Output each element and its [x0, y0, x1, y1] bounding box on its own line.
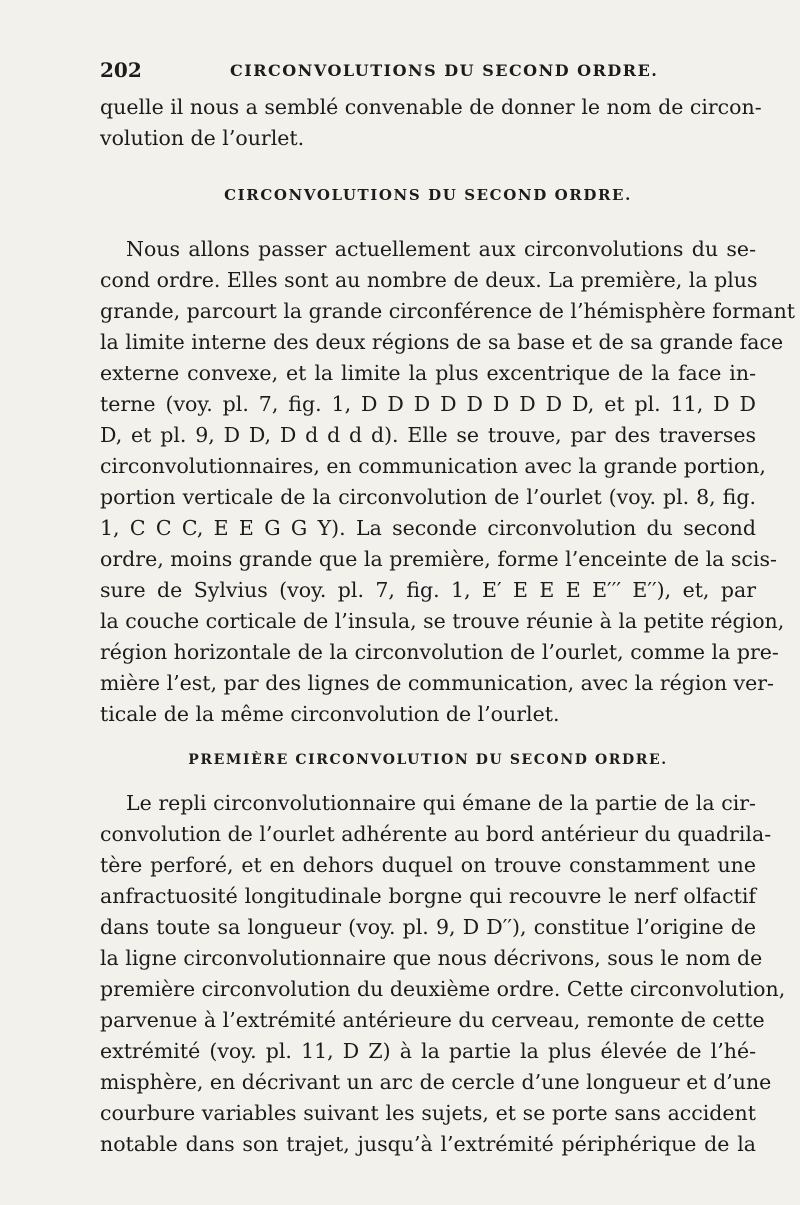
- text-line: extrémité (voy. pl. 11, D Z) à la partie la plus élevée de l’hé-: [100, 1039, 756, 1063]
- text-line: quelle il nous a semblé convenable de donner le nom de circon-: [100, 95, 762, 119]
- text-line: ticale de la même circonvolution de l’ourlet.: [100, 702, 560, 726]
- text-line: mière l’est, par des lignes de communication, avec la région ver-: [100, 671, 774, 695]
- page-header: [100, 58, 755, 88]
- text-line: D, et pl. 9, D D, D d d d d). Elle se trouve, par des traverses: [100, 423, 756, 447]
- text-line: région horizontale de la circonvolution de l’ourlet, comme la pre-: [100, 640, 779, 664]
- page-number: 202: [100, 58, 142, 82]
- text-line: externe convexe, et la limite la plus excentrique de la face in-: [100, 361, 756, 385]
- text-line: terne (voy. pl. 7, fig. 1, D D D D D D D D D, et pl. 11, D D: [100, 392, 756, 416]
- section2-paragraph: [100, 788, 786, 1160]
- text-line: Nous allons passer actuellement aux circonvolutions du se-: [126, 237, 756, 261]
- text-line: circonvolutionnaires, en communication avec la grande portion,: [100, 454, 766, 478]
- text-line: ordre, moins grande que la première, forme l’enceinte de la scis-: [100, 547, 777, 571]
- text-line: portion verticale de la circonvolution de l’ourlet (voy. pl. 8, fig.: [100, 485, 756, 509]
- text-line: tère perforé, et en dehors duquel on trouve constamment une: [100, 853, 756, 877]
- text-line: dans toute sa longueur (voy. pl. 9, D D′′), constitue l’origine de: [100, 915, 756, 939]
- text-line: convolution de l’ourlet adhérente au bord antérieur du quadrila-: [100, 822, 772, 846]
- text-line: misphère, en décrivant un arc de cercle d’une longueur et d’une: [100, 1070, 772, 1094]
- text-line: sure de Sylvius (voy. pl. 7, fig. 1, E′ E E E E′′′ E′′), et, par: [100, 578, 756, 602]
- running-title: CIRCONVOLUTIONS DU SECOND ORDRE.: [230, 61, 659, 80]
- text-line: la limite interne des deux régions de sa base et de sa grande face: [100, 330, 784, 354]
- text-line: première circonvolution du deuxième ordre. Cette circonvolution,: [100, 977, 786, 1001]
- text-line: 1, C C C, E E G G Y). La seconde circonvolution du second: [100, 516, 756, 540]
- text-line: anfractuosité longitudinale borgne qui recouvre le nerf olfactif: [100, 884, 756, 908]
- text-line: notable dans son trajet, jusqu’à l’extrémité périphérique de la: [100, 1132, 756, 1156]
- text-line: volution de l’ourlet.: [100, 126, 305, 150]
- text-line: courbure variables suivant les sujets, et se porte sans accident: [100, 1101, 756, 1125]
- intro-paragraph: [100, 92, 762, 154]
- section-heading: PREMIÈRE CIRCONVOLUTION DU SECOND ORDRE.: [188, 752, 668, 768]
- text-line: grande, parcourt la grande circonférence de l’hémisphère formant: [100, 299, 796, 323]
- section-heading: CIRCONVOLUTIONS DU SECOND ORDRE.: [224, 186, 632, 204]
- text-line: la couche corticale de l’insula, se trouve réunie à la petite région,: [100, 609, 785, 633]
- text-line: Le repli circonvolutionnaire qui émane de la partie de la cir-: [126, 791, 756, 815]
- section1-paragraph: [100, 234, 796, 730]
- text-line: parvenue à l’extrémité antérieure du cerveau, remonte de cette: [100, 1008, 765, 1032]
- text-line: la ligne circonvolutionnaire que nous décrivons, sous le nom de: [100, 946, 763, 970]
- text-line: cond ordre. Elles sont au nombre de deux. La première, la plus: [100, 268, 758, 292]
